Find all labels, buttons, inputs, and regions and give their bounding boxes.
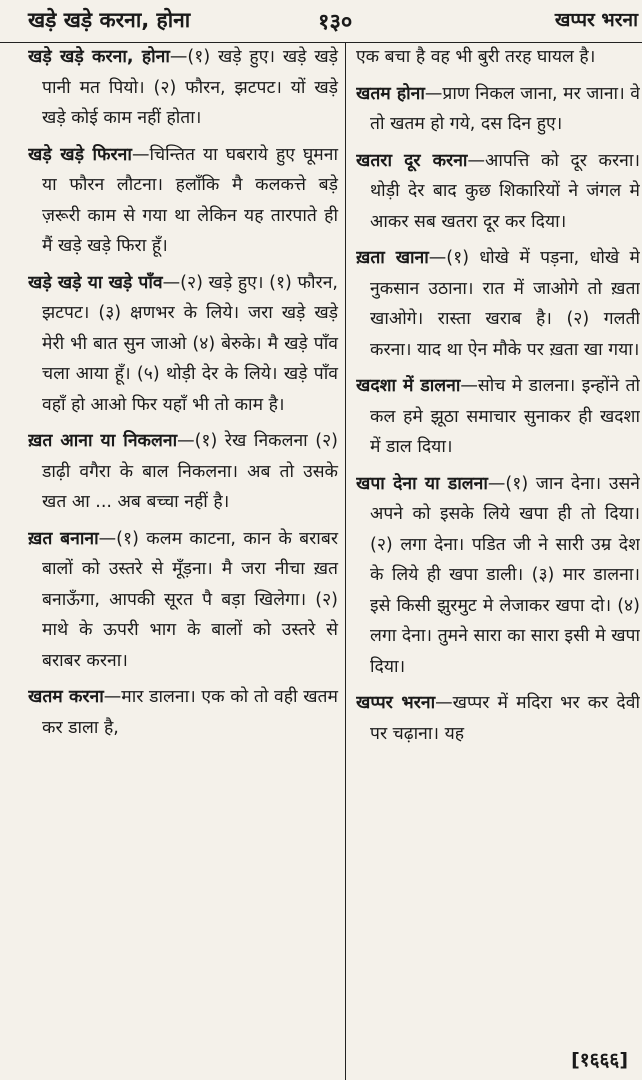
dictionary-entry bbox=[356, 243, 640, 365]
entry-headword: खड़े खड़े फिरना bbox=[28, 144, 132, 165]
entry-definition: —(१) धोखे में पड़ना, धोखे मे नुकसान उठाना। रात में जाओगे तो ख़ता खाओगे। रास्ता खराब है। (२) गलती करना। याद था ऐन मौके पर ख़ता खा गया। bbox=[370, 248, 640, 360]
entry-definition: —(२) खड़े हुए। (१) फौरन, झटपट। (३) क्षणभर के लिये। जरा खड़े खड़े मेरी भी बात सुन जाओ (४) बेरुके। मै खड़े पाँव चला आया हूँ। (५) थोड़ी देर के लिये। खड़े पाँव वहाँ हो आओ फिर यहाँ भी तो काम है। bbox=[42, 272, 338, 415]
dictionary-entry bbox=[356, 79, 640, 140]
entry-definition: —सोच मे डालना। इन्होंने तो कल हमे झूठा समाचार सुनाकर ही खदशा में डाल दिया। bbox=[370, 376, 640, 457]
entry-definition: —चिन्तित या घबराये हुए घूमना या फौरन लौटना। हलाँकि मै कलकत्ते बड़े ज़रूरी काम से गया था लेकिन यह तारपाते ही मैं खड़े खड़े फिरा हूँ। bbox=[42, 144, 339, 256]
page-counter: [१६६६] bbox=[571, 1049, 628, 1071]
entry-headword: ख़त आना या निकलना bbox=[28, 431, 178, 451]
header-first-entry: खड़े खड़े करना, होना bbox=[28, 8, 191, 32]
dictionary-entry bbox=[356, 469, 640, 683]
dictionary-entry bbox=[28, 268, 338, 421]
right-column bbox=[356, 42, 640, 1080]
entry-definition: —खप्पर में मदिरा भर कर देवी पर चढ़ाना। यह bbox=[370, 693, 640, 744]
entry-definition: —(१) कलम काटना, कान के बराबर बालों को उस्तरे से मूँड़ना। मै जरा नीचा ख़त बनाऊँगा, आपकी सूरत पै बड़ा खिलेगा। (२) माथे के ऊपरी भाग के बालों को उस्तरे से बराबर करना। bbox=[42, 528, 338, 671]
column-divider bbox=[345, 42, 346, 1080]
entry-definition: —प्राण निकल जाना, मर जाना। वे तो खतम हो गये, दस दिन हुए। bbox=[370, 83, 640, 134]
dictionary-entry bbox=[28, 682, 338, 743]
dictionary-entry bbox=[356, 146, 640, 238]
entry-headword: खतरा दूर करना bbox=[356, 150, 468, 171]
entry-headword: खड़े खड़े या खड़े पाँव bbox=[28, 272, 163, 293]
entry-headword: खतम होना bbox=[356, 83, 425, 104]
entry-headword: खतम करना bbox=[28, 687, 104, 707]
dictionary-entry bbox=[28, 426, 338, 518]
dictionary-entry bbox=[356, 371, 640, 463]
left-column bbox=[28, 42, 348, 1080]
header-last-entry: खप्पर भरना bbox=[554, 9, 638, 31]
entry-headword: खपा देना या डालना bbox=[356, 473, 488, 494]
entry-headword: खड़े खड़े करना, होना bbox=[28, 47, 170, 67]
entry-definition: —(१) रेख निकलना (२) डाढ़ी वगैरा के बाल निकलना। अब तो उसके खत आ ... अब बच्चा नहीं है। bbox=[42, 431, 338, 512]
entry-definition: —आपत्ति को दूर करना। थोड़ी देर बाद कुछ शिकारियों ने जंगल मे आकर सब खतरा दूर कर दिया। bbox=[370, 150, 640, 232]
page-number: १३० bbox=[318, 10, 353, 35]
entry-definition: —(१) खड़े हुए। खड़े खड़े पानी मत पियो। (२) फौरन, झटपट। यों खड़े खड़े कोई काम नहीं होता। bbox=[42, 47, 338, 128]
entry-headword: खप्पर भरना bbox=[356, 693, 436, 713]
entry-headword: ख़त बनाना bbox=[28, 528, 99, 549]
entry-definition: एक बचा है वह भी बुरी तरह घायल है। bbox=[356, 47, 596, 67]
dictionary-entry bbox=[28, 140, 338, 262]
dictionary-entry-continued bbox=[356, 42, 640, 73]
entry-headword: ख़ता खाना bbox=[356, 248, 429, 268]
entry-definition: —मार डालना। एक को तो वही खतम कर डाला है, bbox=[42, 687, 338, 738]
dictionary-entry bbox=[28, 42, 338, 134]
dictionary-entry bbox=[28, 524, 338, 677]
entry-headword: खदशा में डालना bbox=[356, 376, 461, 396]
dictionary-entry bbox=[356, 688, 640, 749]
entry-definition: —(१) जान देना। उसने अपने को इसके लिये खपा ही तो दिया। (२) लगा देना। पडित जी ने सारी उम्र देश के लिये ही खपा डाली। (३) मार डालना। इसे किसी झुरमुट मे लेजाकर खपा दो। (४) लगा देना। तुमने सारा का सारा इसी मे खपा दिया। bbox=[370, 473, 640, 677]
page-header bbox=[0, 0, 642, 43]
